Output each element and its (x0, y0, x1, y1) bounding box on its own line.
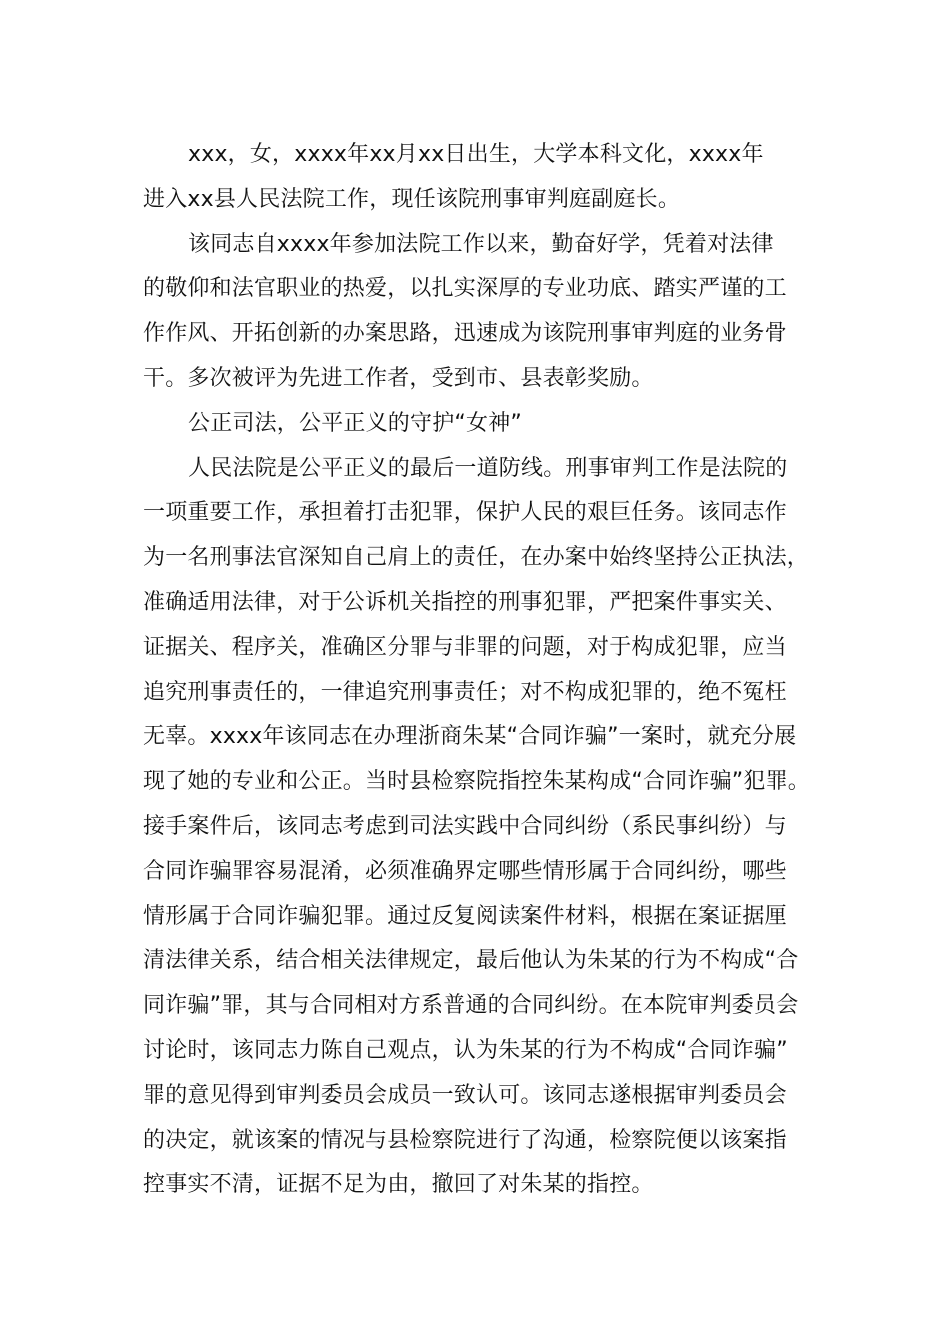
text-line: 追究刑事责任的，一律追究刑事责任；对不构成犯罪的，绝不冤枉 (143, 679, 787, 705)
text-line: 为一名刑事法官深知自己肩上的责任，在办案中始终坚持公正执法， (143, 545, 810, 571)
text-line: 证据关、程序关，准确区分罪与非罪的问题，对于构成犯罪，应当 (143, 634, 787, 660)
document-body (143, 133, 823, 1208)
text-line: 人民法院是公平正义的最后一道防线。刑事审判工作是法院的 (188, 455, 788, 481)
text-line: 清法律关系，结合相关法律规定，最后他认为朱某的行为不构成“合 (143, 948, 799, 974)
text-line: 罪的意见得到审判委员会成员一致认可。该同志遂根据审判委员会 (143, 1082, 787, 1108)
text-line: 该同志自xxxx年参加法院工作以来，勤奋好学，凭着对法律 (188, 231, 774, 257)
text-line: 作作风、开拓创新的办案思路，迅速成为该院刑事审判庭的业务骨 (143, 321, 787, 347)
text-line: 讨论时，该同志力陈自己观点，认为朱某的行为不构成“合同诈骗” (143, 1037, 788, 1063)
text-line: 一项重要工作，承担着打击犯罪，保护人民的艰巨任务。该同志作 (143, 500, 787, 526)
text-line: 进入xx县人民法院工作，现任该院刑事审判庭副庭长。 (143, 186, 681, 212)
text-line: xxx，女，xxxx年xx月xx日出生，大学本科文化，xxxx年 (188, 142, 764, 167)
text-line: 情形属于合同诈骗犯罪。通过反复阅读案件材料，根据在案证据厘 (143, 903, 787, 929)
text-line: 同诈骗”罪，其与合同相对方系普通的合同纠纷。在本院审判委员会 (143, 993, 799, 1019)
text-line: 准确适用法律，对于公诉机关指控的刑事犯罪，严把案件事实关、 (143, 589, 787, 615)
text-line: 合同诈骗罪容易混淆，必须准确界定哪些情形属于合同纠纷，哪些 (143, 858, 787, 884)
text-line: 的决定，就该案的情况与县检察院进行了沟通，检察院便以该案指 (143, 1127, 787, 1153)
text-line: 干。多次被评为先进工作者，受到市、县表彰奖励。 (143, 365, 654, 391)
text-line: 无辜。xxxx年该同志在办理浙商朱某“合同诈骗”一案时，就充分展 (143, 724, 797, 750)
section-heading: 公正司法，公平正义的守护“女神” (188, 410, 522, 436)
text-line: 控事实不清，证据不足为由，撤回了对朱某的指控。 (143, 1172, 654, 1198)
text-line: 的敬仰和法官职业的热爱，以扎实深厚的专业功底、踏实严谨的工 (143, 276, 787, 302)
text-line: 现了她的专业和公正。当时县检察院指控朱某构成“合同诈骗”犯罪。 (143, 769, 810, 795)
text-line: 接手案件后，该同志考虑到司法实践中合同纠纷（系民事纠纷）与 (143, 813, 787, 839)
